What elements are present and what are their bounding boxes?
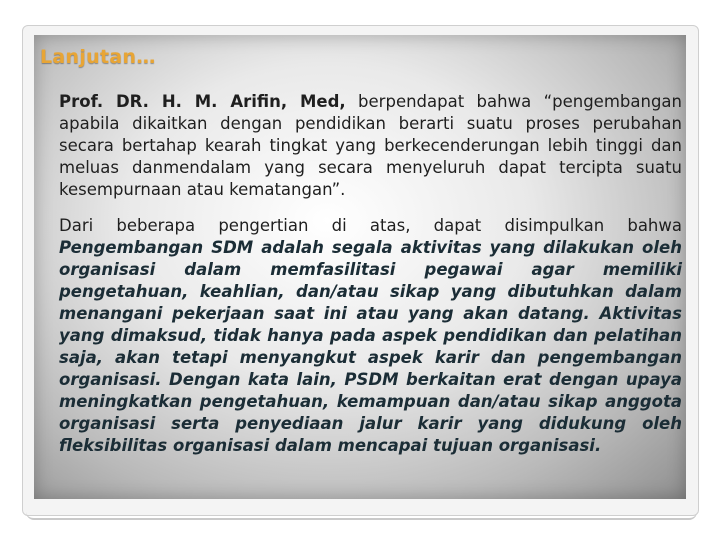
slide-frame-shadow: [26, 508, 697, 520]
slide-title: Lanjutan…: [40, 46, 156, 68]
definition-text: berpendapat bahwa “pengembangan apabila dikaitkan dengan pendidikan berarti suatu proses perubahan secara bertahap kearah tingkat yang berkecenderungan lebih tinggi dan meluas danmendalam yang secara menyeluruh dapat tercipta suatu kesempurnaan atau kematangan”.: [59, 92, 682, 199]
author-name: Prof. DR. H. M. Arifin, Med,: [59, 92, 346, 111]
slide-body: [59, 91, 682, 457]
paragraph-definition: [59, 91, 682, 201]
paragraph-conclusion: [59, 215, 682, 457]
conclusion-intro: Dari beberapa pengertian di atas, dapat disimpulkan bahwa: [59, 216, 682, 235]
conclusion-text: Pengembangan SDM adalah segala aktivitas yang dilakukan oleh organisasi dalam memfasilitasi pegawai agar memiliki pengetahuan, keahlian, dan/atau sikap yang dibutuhkan dalam menangani pekerjaan saat ini atau yang akan datang. Aktivitas yang dimaksud, tidak hanya pada aspek pendidikan dan pelatihan saja, akan tetapi menyangkut aspek karir dan pengembangan organisasi. Dengan kata lain, PSDM berkaitan erat dengan upaya meningkatkan pengetahuan, kemampuan dan/atau sikap anggota organisasi serta penyediaan jalur karir yang didukung oleh fleksibilitas organisasi dalam mencapai tujuan organisasi.: [59, 238, 682, 455]
